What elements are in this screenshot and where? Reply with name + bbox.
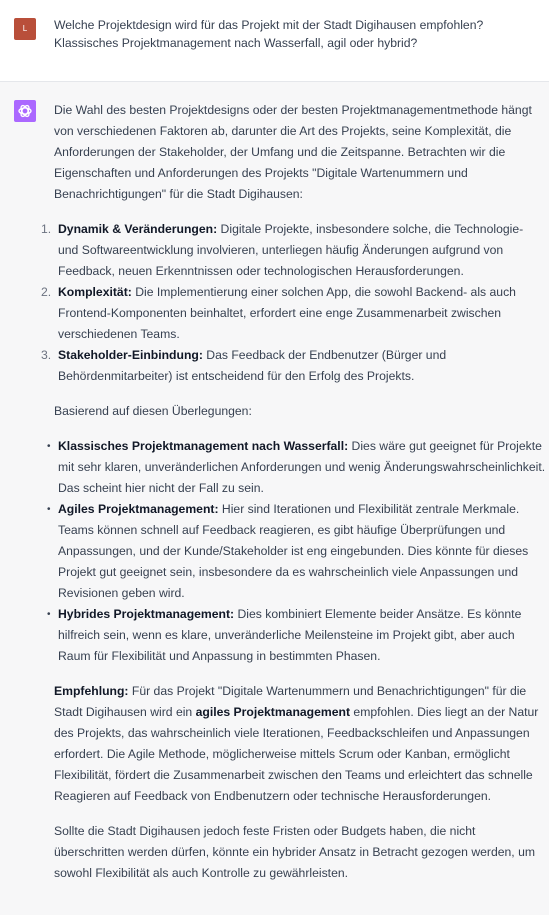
recommendation-text-2: empfohlen. Dies liegt an der Natur des Projekts, das wahrscheinlich viele Iterationen, Feedbackschleifen und Anpassungen erfordert. Die Agile Methode, möglicherweise mittels Scrum oder Kanban, ermöglicht Flexibilität, fördert die Zusammenarbeit zwischen den Teams und erleichtert das schnelle Reagieren auf Feedback von Endbenutzern oder technische Herausforderungen.: [54, 705, 539, 803]
assistant-avatar: [14, 100, 36, 122]
bullet-icon: •: [47, 609, 51, 620]
assistant-answer: [41, 100, 546, 884]
item-title: Dynamik & Veränderungen:: [58, 222, 218, 236]
item-text: Dies wäre gut geeignet für Projekte mit sehr klaren, unveränderlichen Anforderungen und wenig Änderungswahrscheinlichkeit. Das scheint hier nicht der Fall zu sein.: [58, 439, 546, 495]
list-item: [41, 219, 546, 282]
item-title: Komplexität:: [58, 285, 132, 299]
user-avatar: L: [14, 18, 36, 40]
item-text: Dies kombiniert Elemente beider Ansätze. Es könnte hilfreich sein, wenn es klare, unveränderliche Meilensteine im Projekt gibt, aber auch Raum für Flexibilität und Anpassung in bestimmten Phasen.: [58, 607, 522, 663]
item-text: Hier sind Iterationen und Flexibilität zentrale Merkmale. Teams können schnell auf Feedback reagieren, es gibt häufige Überprüfungen und Anpassungen, und der Kunde/Stakeholder ist eng eingebunden. Dies könnte für dieses Projekt gut geeignet sein, insbesondere da es wahrscheinlich viele Anpassungen und Revisionen geben wird.: [58, 502, 529, 600]
recommendation-text-1: Für das Projekt "Digitale Wartenummern und Benachrichtigungen" für die Stadt Digihausen wird ein: [54, 684, 527, 719]
list-item: [47, 499, 546, 604]
assistant-message: [0, 82, 549, 915]
item-title: Stakeholder-Einbindung:: [58, 348, 203, 362]
item-title: Klassisches Projektmanagement nach Wasserfall:: [58, 439, 349, 453]
list-item: [47, 604, 546, 667]
user-message: [0, 0, 549, 82]
option-list: [47, 436, 546, 667]
intro-paragraph: Die Wahl des besten Projektdesigns oder der besten Projektmanagementmethode hängt von verschiedenen Faktoren ab, darunter die Art des Projekts, seine Komplexität, die Anforderungen der Stakeholder, der Umfang und die Zeitspanne. Betrachten wir die Eigenschaften und Anforderungen des Projekts "Digitale Wartenummern und Benachrichtigungen" für die Stadt Digihausen:: [54, 103, 532, 201]
list-item: [41, 282, 546, 345]
bullet-icon: •: [47, 441, 51, 452]
basis-paragraph: Basierend auf diesen Überlegungen:: [54, 404, 252, 418]
item-title: Agiles Projektmanagement:: [58, 502, 219, 516]
list-item: [47, 436, 546, 499]
closing-paragraph: Sollte die Stadt Digihausen jedoch feste Fristen oder Budgets haben, die nicht überschritten werden dürfen, könnte ein hybrider Ansatz in Betracht gezogen werden, um sowohl Flexibilität als auch Kontrolle zu gewährleisten.: [54, 824, 536, 880]
list-number: 2.: [41, 285, 52, 299]
bullet-icon: •: [47, 504, 51, 515]
item-text: Das Feedback der Endbenutzer (Bürger und Behördenmitarbeiter) ist entscheidend für den Erfolg des Projekts.: [58, 348, 447, 383]
openai-logo-icon: [17, 103, 33, 119]
list-number: 1.: [41, 222, 52, 236]
user-message-text: Welche Projektdesign wird für das Projekt mit der Stadt Digihausen empfohlen? Klassisches Projektmanagement nach Wasserfall, agil oder hybrid?: [54, 18, 484, 50]
item-title: Hybrides Projektmanagement:: [58, 607, 235, 621]
list-item: [41, 345, 546, 387]
factor-list: [41, 219, 546, 387]
recommendation-label: Empfehlung:: [54, 684, 129, 698]
recommendation-paragraph: [54, 681, 546, 807]
item-text: Digitale Projekte, insbesondere solche, die Technologie- und Softwareentwicklung involvieren, unterliegen häufig Änderungen aufgrund von Feedback, neuen Erkenntnissen oder technologischen Herausforderungen.: [58, 222, 524, 278]
list-number: 3.: [41, 348, 52, 362]
recommendation-highlight: agiles Projektmanagement: [195, 705, 351, 719]
item-text: Die Implementierung einer solchen App, die sowohl Backend- als auch Frontend-Komponenten beinhaltet, erfordert eine enge Zusammenarbeit zwischen verschiedenen Teams.: [58, 285, 516, 341]
